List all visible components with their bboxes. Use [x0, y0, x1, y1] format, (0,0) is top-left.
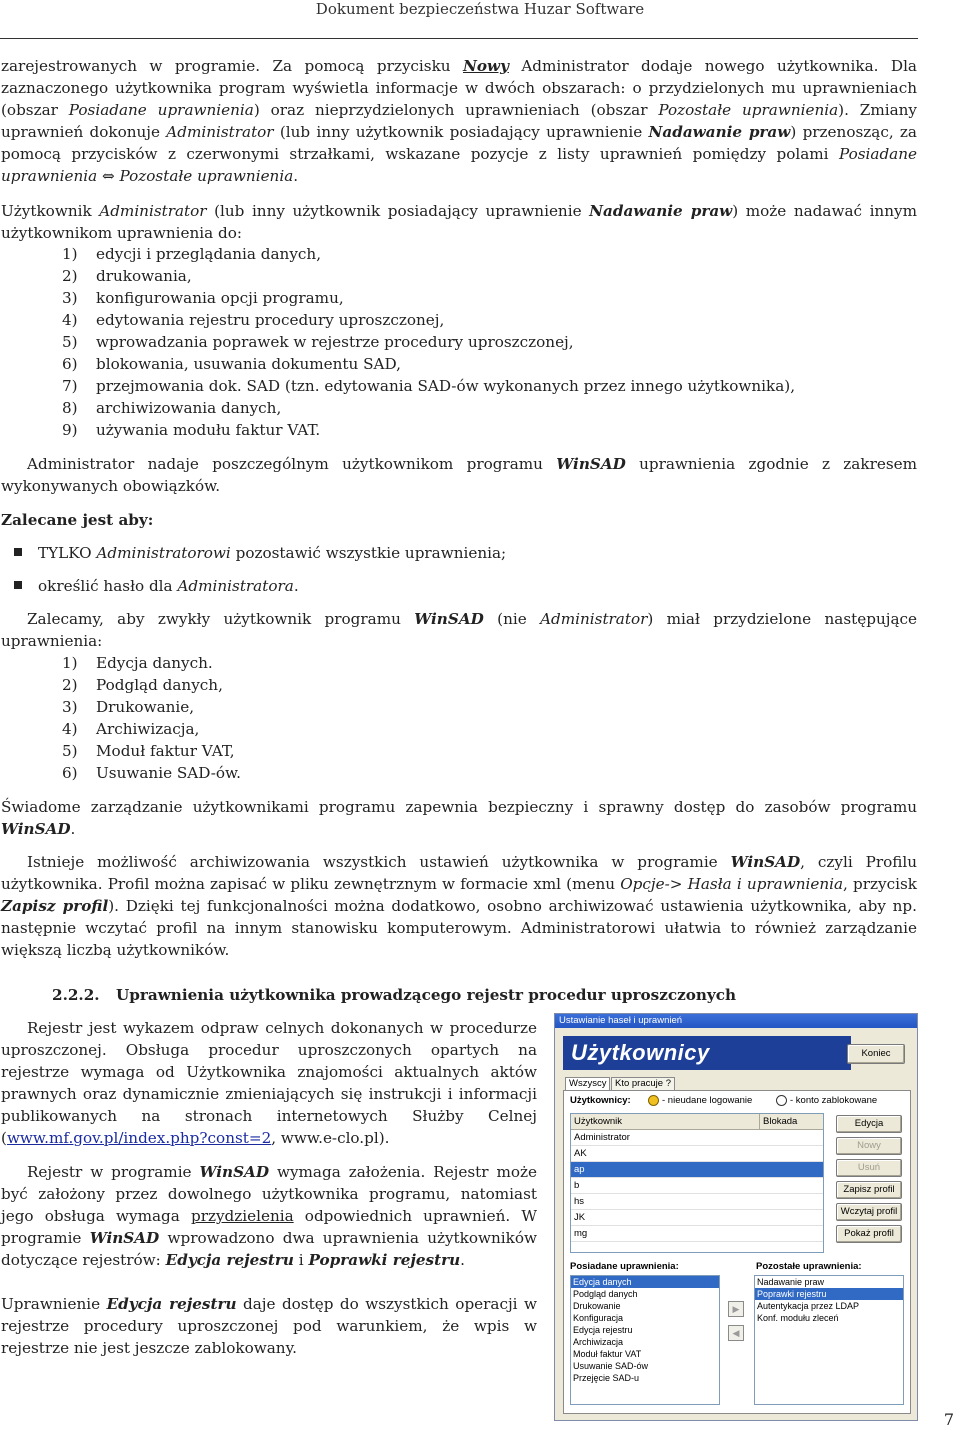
pozostale-list — [754, 1275, 904, 1405]
list-item[interactable]: Drukowanie — [573, 1301, 621, 1311]
table-row[interactable]: hs — [571, 1194, 823, 1210]
warning-icon — [648, 1095, 659, 1106]
users-grid — [570, 1113, 824, 1253]
legend-locked-account: - konto zablokowane — [776, 1095, 877, 1106]
paragraph-users-permissions: zarejestrowanych w programie. Za pomocą przycisku Nowy Administrator dodaje nowego użytkownika. Dla zaznaczonego użytkownika program wyświetla informacje w dwóch obszarach: o przydzielonych mu uprawnieniach (obszar Posiadane uprawnienia) oraz nieprzydzielonych uprawnieniach (obszar Pozostałe uprawnienia). Zmiany uprawnień dokonuje Administrator (lub inny użytkownik posiadający uprawnienie Nadawanie praw) przenosząc, za pomocą przycisków z czerwonymi strzałkami, wskazane pozycje z listy uprawnień pomiędzy polami Posiadane uprawnienia ⇔ Pozostałe uprawnienia. — [1, 57, 918, 185]
list-item: 9) używania modułu faktur VAT. — [62, 421, 321, 439]
close-button[interactable]: Koniec — [847, 1044, 905, 1064]
list-item[interactable]: Konfiguracja — [573, 1313, 624, 1323]
square-bullet-icon — [14, 548, 22, 556]
table-row[interactable]: ap — [571, 1162, 823, 1178]
paragraph-conscious-management: Świadome zarządzanie użytkownikami programu zapewnia bezpieczny i sprawny dostęp do zasobów programu WinSAD. — [1, 798, 917, 838]
list-item[interactable]: Autentykacja przez LDAP — [757, 1301, 860, 1311]
list-item: 1) edycji i przeglądania danych, — [62, 245, 322, 263]
list-item[interactable]: Moduł faktur VAT — [573, 1349, 642, 1359]
list-item: 8) archiwizowania danych, — [62, 399, 282, 417]
show-profile-button[interactable]: Pokaż profil — [836, 1225, 902, 1243]
header-rule — [0, 38, 918, 39]
delete-button[interactable]: Usuń — [836, 1159, 902, 1177]
table-row[interactable]: JK — [571, 1210, 823, 1226]
list-item[interactable]: Usuwanie SAD-ów — [573, 1361, 649, 1371]
padlock-icon — [776, 1095, 787, 1106]
users-label: Użytkownicy: — [570, 1095, 631, 1106]
paragraph-register-setup: Rejestr w programie WinSAD wymaga założenia. Rejestr może być założony przez dowolnego użytkownika programu, natomiast jego obsługa wymaga przydzielenia odpowiednich uprawnień. W programie WinSAD wprowadzono dwa uprawnienia użytkowników dotyczące rejestrów: Edycja rejestru i Poprawki rejestru. — [1, 1163, 537, 1269]
list-item: 3) konfigurowania opcji programu, — [62, 289, 344, 307]
zalecane-heading: Zalecane jest aby: — [1, 511, 154, 529]
list-item[interactable]: Archiwizacja — [573, 1337, 624, 1347]
section-heading: 2.2.2. Uprawnienia użytkownika prowadzącego rejestr procedur uproszczonych — [52, 986, 737, 1004]
list-item[interactable]: Nadawanie praw — [757, 1277, 825, 1287]
list-item[interactable]: Przejęcie SAD-u — [573, 1373, 640, 1383]
tab-who-works[interactable]: Kto pracuje ? — [611, 1077, 675, 1090]
bullet-item: TYLKO Administratorowi pozostawić wszystkie uprawnienia; — [14, 542, 506, 564]
list-item: 1) Edycja danych. — [62, 654, 213, 672]
page-number: 7 — [943, 1410, 954, 1429]
nowy-term: Nowy — [462, 57, 509, 75]
paragraph-admin-can-grant: Użytkownik Administrator (lub inny użytkownik posiadający uprawnienie Nadawanie praw) może nadawać innym użytkownikom uprawnienia do: — [1, 202, 917, 242]
table-row[interactable]: AK — [571, 1146, 823, 1162]
list-item[interactable]: Poprawki rejestru — [755, 1288, 903, 1300]
users-dialog-screenshot — [554, 1013, 918, 1421]
list-item[interactable]: Edycja rejestru — [573, 1325, 633, 1335]
dialog-panel — [563, 1090, 911, 1414]
table-row[interactable]: Administrator — [571, 1130, 823, 1146]
list-item[interactable]: Edycja danych — [571, 1276, 719, 1288]
posiadane-label: Posiadane uprawnienia: — [570, 1261, 679, 1272]
load-profile-button[interactable]: Wczytaj profil — [836, 1203, 902, 1221]
list-item: 2) Podgląd danych, — [62, 676, 223, 694]
paragraph-recommended-permissions: Zalecamy, aby zwykły użytkownik programu WinSAD (nie Administrator) miał przydzielone następujące uprawnienia: — [1, 610, 917, 650]
move-right-arrow-icon[interactable]: ▶ — [728, 1301, 744, 1317]
list-item: 7) przejmowania dok. SAD (tzn. edytowania SAD-ów wykonanych przez innego użytkownika), — [62, 377, 796, 395]
save-profile-button[interactable]: Zapisz profil — [836, 1181, 902, 1199]
move-left-arrow-icon[interactable]: ◀ — [728, 1325, 744, 1341]
table-row[interactable]: b — [571, 1178, 823, 1194]
tab-all[interactable]: Wszyscy — [565, 1077, 610, 1090]
list-item: 4) edytowania rejestru procedury uproszczonej, — [62, 311, 445, 329]
list-item: 4) Archiwizacja, — [62, 720, 200, 738]
list-item: 6) Usuwanie SAD-ów. — [62, 764, 242, 782]
dialog-banner: Użytkownicy — [563, 1036, 851, 1070]
edit-button[interactable]: Edycja — [836, 1115, 902, 1133]
bullet-item: określić hasło dla Administratora. — [14, 575, 299, 597]
new-button[interactable]: Nowy — [836, 1137, 902, 1155]
pozostale-label: Pozostałe uprawnienia: — [756, 1261, 862, 1272]
list-item: 3) Drukowanie, — [62, 698, 195, 716]
list-item: 5) wprowadzania poprawek w rejestrze procedury uproszczonej, — [62, 333, 574, 351]
grid-header: Użytkownik Blokada — [571, 1114, 823, 1130]
list-item: 6) blokowania, usuwania dokumentu SAD, — [62, 355, 401, 373]
list-item: 2) drukowania, — [62, 267, 192, 285]
customs-link[interactable]: www.mf.gov.pl/index.php?const=2 — [6, 1129, 272, 1147]
paragraph-register-definition: Rejestr jest wykazem odpraw celnych dokonanych w procedurze uproszczonej. Obsługa procedur uproszczonych opartych na rejestrze wymaga od Użytkownika znajomości aktualnych aktów prawnych oraz dynamicznie zmieniających się instrukcji i informacji publikowanych na stronach internetowych Służby Celnej (www.mf.gov.pl/index.php?const=2, www.e-clo.pl). — [1, 1019, 537, 1147]
list-item[interactable]: Podgląd danych — [573, 1289, 638, 1299]
paragraph-profile-archiving: Istnieje możliwość archiwizowania wszystkich ustawień użytkownika w programie WinSAD, czyli Profilu użytkownika. Profil można zapisać w pliku zewnętrznym w formacie xml (menu Opcje-> Hasła i uprawnienia, przycisk Zapisz profil). Dzięki tej funkcjonalności można dodatkowo, osobno archiwizować ustawienia użytkownika, aby np. następnie wczytać profil na innym stanowisku komputerowym. Administratorowi ułatwia to również zarządzanie większą liczbą użytkowników. — [1, 853, 917, 959]
posiadane-list — [570, 1275, 720, 1405]
table-row[interactable]: mg — [571, 1226, 823, 1242]
list-item[interactable]: Konf. modułu zleceń — [757, 1313, 839, 1323]
square-bullet-icon — [14, 581, 22, 589]
paragraph-edycja-rejestru: Uprawnienie Edycja rejestru daje dostęp do wszystkich operacji w rejestrze procedury uproszczonej pod warunkiem, że wpis w rejestrze nie jest jeszcze zablokowany. — [1, 1295, 538, 1357]
paragraph-admin-assigns: Administrator nadaje poszczególnym użytkownikom programu WinSAD uprawnienia zgodnie z zakresem wykonywanych obowiązków. — [1, 455, 918, 495]
page-header: Dokument bezpieczeństwa Huzar Software — [315, 0, 645, 18]
dialog-title: Ustawianie haseł i uprawnień — [555, 1014, 917, 1028]
list-item: 5) Moduł faktur VAT, — [62, 742, 235, 760]
legend-failed-login: - nieudane logowanie — [648, 1095, 752, 1106]
